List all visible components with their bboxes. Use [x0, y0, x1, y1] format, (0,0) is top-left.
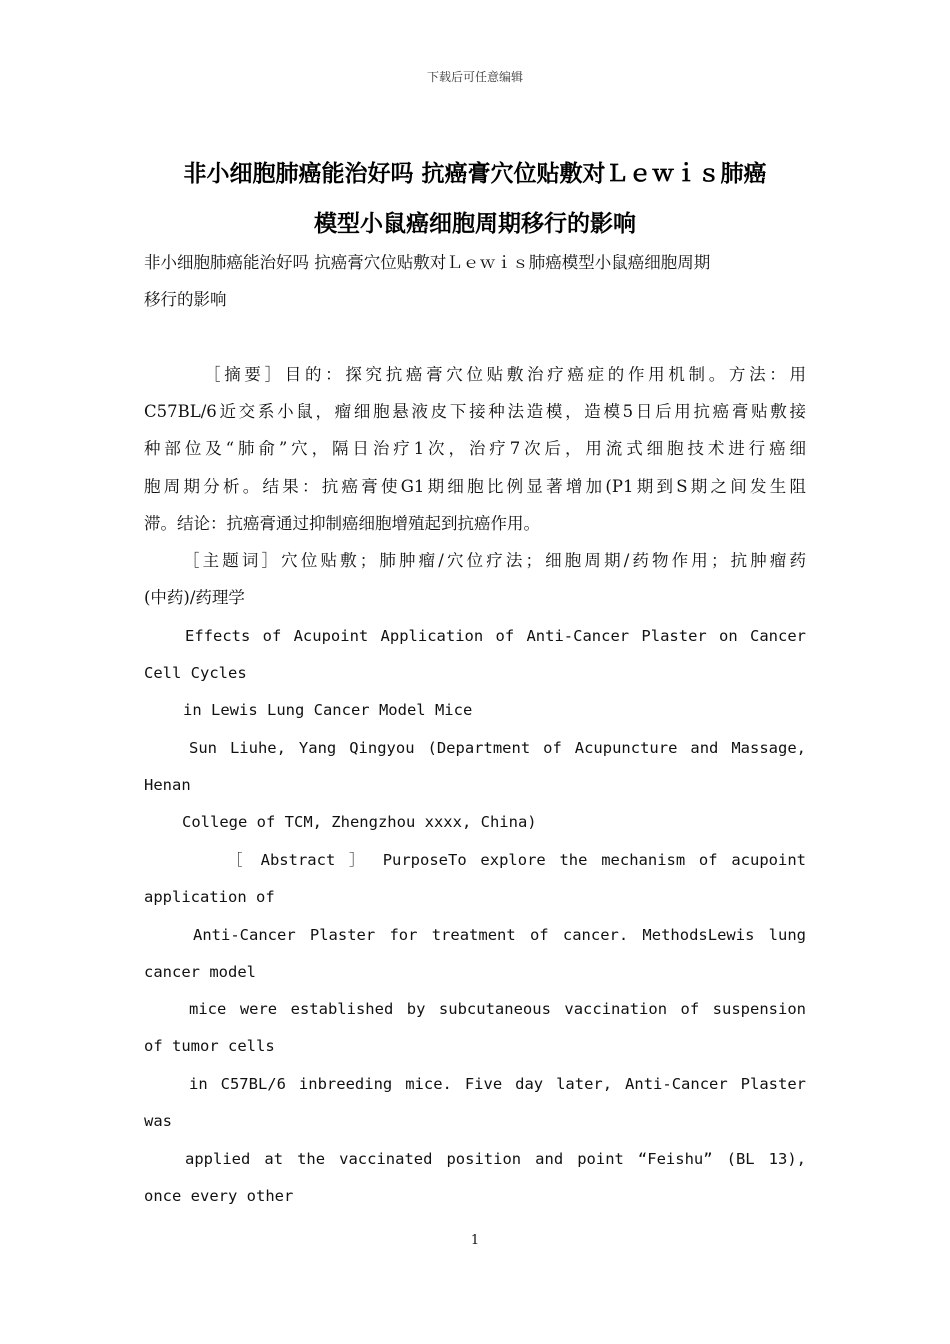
- page-number: 1: [470, 1233, 480, 1248]
- abstract-en-line: applied at the vaccinated position and point “Feishu” (BL 13),: [185, 1150, 806, 1168]
- document-title-line-2: 模型小鼠癌细胞周期移行的影响: [314, 211, 636, 237]
- abstract-cn-line: 种部位及“肺俞”穴，隔日治疗1次，治疗7次后，用流式细胞技术进行癌细: [144, 439, 806, 458]
- abstract-cn-line: 滞。结论：抗癌膏通过抑制癌细胞增殖起到抗癌作用。: [144, 514, 540, 533]
- abstract-en-line: mice were established by subcutaneous vaccination of suspension: [189, 1000, 806, 1018]
- abstract-en-line: was: [144, 1112, 172, 1130]
- authors-line: Henan: [144, 776, 191, 794]
- keywords-cn-line: ［主题词］穴位贴敷；肺肿瘤/穴位疗法；细胞周期/药物作用；抗肿瘤药: [183, 551, 806, 570]
- abstract-en-line: cancer model: [144, 963, 256, 981]
- abstract-en-line: application of: [144, 888, 275, 906]
- abstract-en-line: once every other: [144, 1187, 294, 1205]
- keywords-cn-line: (中药)/药理学: [144, 588, 245, 607]
- abstract-en-line: ［ Abstract ］ PurposeTo explore the mechanism of acupoint: [227, 851, 806, 869]
- document-title-line-1: 非小细胞肺癌能治好吗 抗癌膏穴位贴敷对Ｌｅｗｉｓ肺癌: [183, 161, 767, 187]
- english-title-line: Effects of Acupoint Application of Anti-Cancer Plaster on Cancer: [185, 627, 806, 645]
- abstract-cn-line: 胞周期分析。结果：抗癌膏使G1期细胞比例显著增加(P1期到S期之间发生阻: [144, 477, 806, 496]
- abstract-cn-line: C57BL/6近交系小鼠，瘤细胞悬液皮下接种法造模，造模5日后用抗癌膏贴敷接: [144, 402, 806, 421]
- authors-line: Sun Liuhe, Yang Qingyou (Department of Acupuncture and Massage,: [189, 739, 806, 757]
- page-header: 下载后可任意编辑: [426, 70, 523, 84]
- abstract-en-line: Anti-Cancer Plaster for treatment of cancer. MethodsLewis lung: [193, 926, 806, 944]
- subtitle-line-2: 移行的影响: [144, 290, 227, 309]
- subtitle-line-1: 非小细胞肺癌能治好吗 抗癌膏穴位贴敷对Ｌｅｗｉｓ肺癌模型小鼠癌细胞周期: [144, 253, 711, 272]
- abstract-en-line: in C57BL/6 inbreeding mice. Five day later, Anti-Cancer Plaster: [189, 1075, 806, 1093]
- english-title-line: Cell Cycles: [144, 664, 247, 682]
- authors-line: College of TCM, Zhengzhou xxxx, China): [182, 813, 537, 831]
- english-title-line: in Lewis Lung Cancer Model Mice: [183, 701, 473, 719]
- abstract-en-line: of tumor cells: [144, 1037, 275, 1055]
- abstract-cn-line: ［摘要］目的：探究抗癌膏穴位贴敷治疗癌症的作用机制。方法：用: [204, 365, 806, 384]
